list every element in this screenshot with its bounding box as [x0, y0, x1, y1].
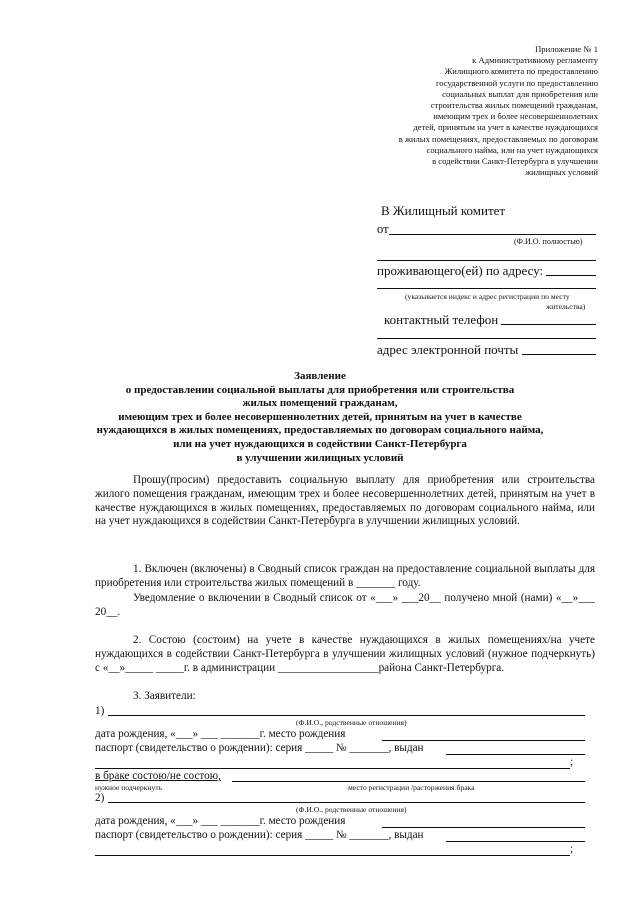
applicant-1-issued-line-2[interactable] — [95, 768, 570, 769]
item-1-paragraph: 1. Включен (включены) в Сводный список граждан на предоставление социальной выплаты для приобретения или строительства жилых помещений в _______ году. — [95, 563, 595, 589]
item-3-heading: 3. Заявители: — [133, 690, 196, 702]
addressee-from-label: от — [377, 222, 389, 236]
title-heading: Заявление — [294, 370, 346, 382]
applicant-1-issued-line[interactable] — [446, 754, 585, 755]
document-title — [60, 370, 580, 465]
addressee-to: В Жилищный комитет — [381, 203, 506, 218]
applicant-1-semicolon: ; — [570, 756, 574, 768]
fio-field-line-2[interactable] — [377, 260, 596, 261]
applicant-2-semicolon: ; — [570, 843, 574, 855]
phone-field-line[interactable] — [501, 324, 596, 325]
annex-line: имеющим трех и более несовершеннолетних — [433, 111, 598, 122]
applicant-2-birthplace-line[interactable] — [382, 827, 585, 828]
applicant-2-fio-caption: (Ф.И.О., родственные отношения) — [296, 805, 407, 814]
applicant-2-fio-line[interactable] — [108, 802, 585, 803]
applicant-1-marriage-caption: место регистрации /расторжения брака — [348, 783, 475, 792]
applicant-2-birth: дата рождения, «___» ___ _______г. место рождения — [95, 815, 346, 827]
address-caption-2: жительства) — [546, 302, 586, 311]
title-line: жилых помещений гражданам, — [242, 397, 398, 410]
annex-line: строительства жилых помещений гражданам, — [430, 100, 598, 111]
annex-line: жилищных условий — [525, 167, 598, 178]
applicant-1-number: 1) — [95, 705, 105, 717]
title-line: или на учет нуждающихся в содействии Санкт-Петербурга — [173, 437, 467, 450]
notice-paragraph: Уведомление о включении в Сводный список от «___» ___20__ получено мной (нами) «__»___ 20__. — [95, 592, 595, 618]
title-line: о предоставлении социальной выплаты для приобретения или строительства — [125, 383, 515, 396]
address-label: проживающего(ей) по адресу: — [377, 263, 544, 278]
phone-label: контактный телефон — [384, 312, 499, 327]
address-field-line-2[interactable] — [377, 288, 596, 289]
applicant-1-birthplace-line[interactable] — [382, 740, 585, 741]
title-line: нуждающихся в жилых помещениях, предоставляемых по договорам социального найма, — [96, 424, 544, 437]
annex-line: государственной услуги по предоставлению — [435, 77, 598, 88]
applicant-1-marriage-line[interactable] — [232, 781, 585, 782]
applicant-1-passport: паспорт (свидетельство о рождении): серия _____ № _______, выдан — [95, 742, 424, 754]
annex-line: к Административному регламенту — [472, 55, 598, 66]
annex-line: Жилищного комитета по предоставлению — [444, 66, 598, 77]
applicant-1-birth: дата рождения, «___» ___ _______г. место рождения — [95, 728, 346, 740]
applicant-2-issued-line[interactable] — [446, 841, 585, 842]
fio-field-line[interactable] — [389, 234, 596, 235]
fio-caption: (Ф.И.О. полностью) — [514, 237, 583, 246]
applicant-1-underline-caption: нужное подчеркнуть — [95, 783, 163, 792]
request-paragraph: Прошу(просим) предоставить социальную выплату для приобретения или строительства жилого помещения гражданам, имеющим трех и более несовершеннолетних детей, принятым на учет в качестве нуждающихся в жилых помещениях, предоставляемых по договорам социального найма, или на учет нуждающихся в содействии Санкт-Петербурга в улучшении жилищных условий. — [95, 474, 595, 528]
annex-line: в содействии Санкт-Петербурга в улучшении — [432, 156, 598, 167]
address-caption: (указывается индекс и адрес регистрации по месту — [405, 292, 570, 301]
applicant-2-passport: паспорт (свидетельство о рождении): серия _____ № _______, выдан — [95, 829, 424, 841]
title-line: имеющим трех и более несовершеннолетних детей, принятым на учет в качестве — [118, 410, 522, 423]
email-label: адрес электронной почты — [377, 342, 519, 357]
applicant-2-issued-line-2[interactable] — [95, 855, 570, 856]
applicant-1-marriage: в браке состою/не состою, — [95, 770, 221, 782]
applicant-1-fio-line[interactable] — [108, 715, 585, 716]
item-2-paragraph: 2. Состою (состоим) на учете в качестве нуждающихся в жилых помещениях/на учете нуждающихся в содействии Санкт-Петербурга в улучшении жилищных условий (нужное подчеркнуть) с «__»_____ _____г. в администрации __________________района Санкт-Петербурга. — [95, 634, 595, 674]
annex-line: детей, принятым на учет в качестве нуждающихся — [413, 122, 598, 133]
phone-field-line-2[interactable] — [377, 338, 596, 339]
annex-header — [328, 44, 598, 178]
annex-line: социального найма, или на учет нуждающихся — [426, 144, 598, 155]
annex-line: Приложение № 1 — [535, 44, 598, 54]
annex-line: в жилых помещениях, предоставляемых по договорам — [398, 133, 598, 144]
address-field-line[interactable] — [546, 275, 596, 276]
applicant-1-fio-caption: (Ф.И.О., родственные отношения) — [296, 718, 407, 727]
annex-line: социальных выплат для приобретения или — [442, 88, 598, 99]
applicant-2-number: 2) — [95, 792, 105, 804]
title-line: в улучшении жилищных условий — [236, 451, 404, 464]
email-field-line[interactable] — [522, 354, 596, 355]
